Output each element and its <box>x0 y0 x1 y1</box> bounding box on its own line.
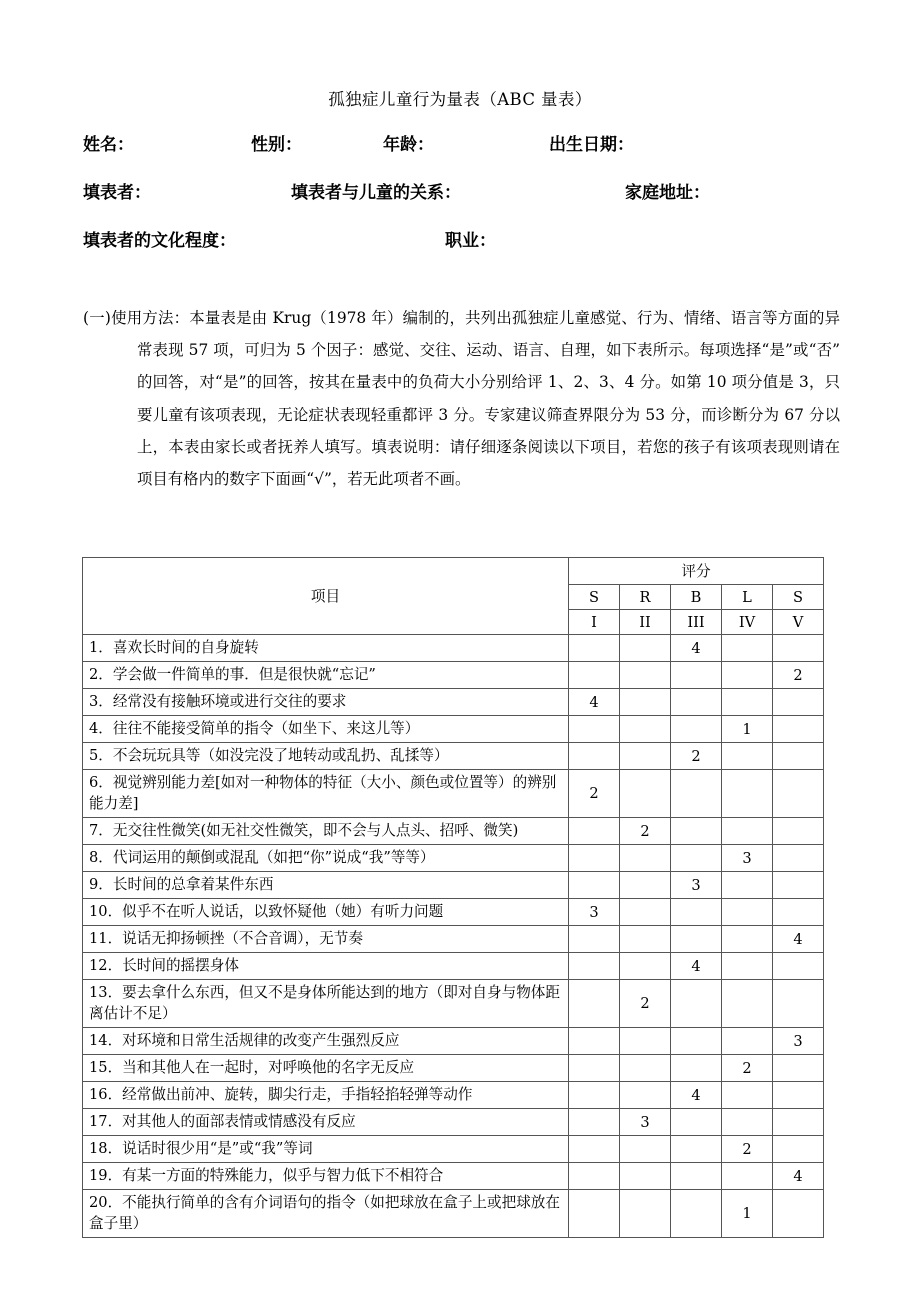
header-letter-b: B <box>671 585 722 610</box>
abc-scale-table <box>82 557 824 1238</box>
score-cell[interactable] <box>722 1163 773 1190</box>
field-label-respondent: 填表者： <box>83 183 151 203</box>
table-row <box>83 716 824 743</box>
score-cell[interactable] <box>773 899 824 926</box>
score-cell[interactable] <box>722 770 773 818</box>
item-text: 11．说话无抑扬顿挫（不合音调），无节奏 <box>83 926 569 953</box>
score-cell[interactable] <box>569 1190 620 1238</box>
table-row <box>83 1028 824 1055</box>
item-text: 20．不能执行简单的含有介词语句的指令（如把球放在盒子上或把球放在盒子里） <box>83 1190 569 1238</box>
header-score: 评分 <box>569 558 824 585</box>
score-cell[interactable] <box>569 743 620 770</box>
instructions-lead: (一)使用方法： <box>83 309 190 327</box>
score-cell[interactable]: 4 <box>671 635 722 662</box>
score-cell[interactable]: 1 <box>722 716 773 743</box>
score-cell[interactable] <box>620 635 671 662</box>
score-cell[interactable] <box>773 1136 824 1163</box>
header-row-1 <box>83 558 824 585</box>
score-cell[interactable]: 4 <box>569 689 620 716</box>
score-cell[interactable] <box>671 980 722 1028</box>
score-cell[interactable]: 2 <box>620 818 671 845</box>
table-row <box>83 926 824 953</box>
table-row <box>83 770 824 818</box>
item-text: 10．似乎不在听人说话，以致怀疑他（她）有听力问题 <box>83 899 569 926</box>
score-cell[interactable] <box>620 689 671 716</box>
table-row <box>83 1109 824 1136</box>
table-row <box>83 1136 824 1163</box>
field-label-education: 填表者的文化程度： <box>83 231 236 251</box>
score-cell[interactable] <box>620 1163 671 1190</box>
table-row <box>83 872 824 899</box>
item-text: 6．视觉辨别能力差[如对一种物体的特征（大小、颜色或位置等）的辨别能力差] <box>83 770 569 818</box>
score-cell[interactable]: 2 <box>569 770 620 818</box>
table-row <box>83 743 824 770</box>
score-cell[interactable] <box>773 689 824 716</box>
score-cell[interactable] <box>722 662 773 689</box>
score-cell[interactable] <box>569 635 620 662</box>
score-cell[interactable] <box>773 770 824 818</box>
score-cell[interactable] <box>671 1190 722 1238</box>
score-cell[interactable] <box>620 953 671 980</box>
score-cell[interactable] <box>569 1082 620 1109</box>
header-letter-s1: S <box>569 585 620 610</box>
score-cell[interactable] <box>722 743 773 770</box>
field-label-gender: 性别： <box>251 135 302 155</box>
score-cell[interactable] <box>671 1136 722 1163</box>
score-cell[interactable] <box>773 818 824 845</box>
score-cell[interactable] <box>620 770 671 818</box>
form-row-1 <box>83 130 843 178</box>
score-cell[interactable] <box>671 845 722 872</box>
table-row <box>83 845 824 872</box>
instructions-body <box>83 302 840 495</box>
score-cell[interactable] <box>569 926 620 953</box>
score-cell[interactable] <box>620 899 671 926</box>
score-cell[interactable] <box>620 926 671 953</box>
table-row <box>83 635 824 662</box>
score-cell[interactable] <box>569 872 620 899</box>
score-cell[interactable] <box>773 872 824 899</box>
score-cell[interactable]: 3 <box>620 1109 671 1136</box>
score-cell[interactable] <box>620 872 671 899</box>
score-cell[interactable] <box>773 743 824 770</box>
score-cell[interactable]: 3 <box>722 845 773 872</box>
item-text: 15．当和其他人在一起时，对呼唤他的名字无反应 <box>83 1055 569 1082</box>
score-cell[interactable]: 4 <box>671 953 722 980</box>
field-label-relationship: 填表者与儿童的关系： <box>291 183 461 203</box>
score-cell[interactable] <box>569 953 620 980</box>
score-cell[interactable] <box>569 716 620 743</box>
score-cell[interactable] <box>722 689 773 716</box>
table-row <box>83 953 824 980</box>
score-cell[interactable] <box>569 1109 620 1136</box>
score-cell[interactable] <box>620 743 671 770</box>
score-cell[interactable] <box>773 1190 824 1238</box>
score-cell[interactable] <box>722 872 773 899</box>
score-cell[interactable] <box>620 1136 671 1163</box>
table-row <box>83 899 824 926</box>
score-cell[interactable] <box>569 662 620 689</box>
header-item: 项目 <box>83 558 569 635</box>
header-roman-v: V <box>773 610 824 635</box>
score-cell[interactable] <box>722 635 773 662</box>
score-cell[interactable] <box>620 1055 671 1082</box>
field-label-age: 年龄： <box>383 135 434 155</box>
table-row <box>83 818 824 845</box>
score-cell[interactable] <box>569 1028 620 1055</box>
score-cell[interactable] <box>773 1055 824 1082</box>
header-letter-r: R <box>620 585 671 610</box>
score-cell[interactable] <box>671 1028 722 1055</box>
score-cell[interactable] <box>569 1136 620 1163</box>
table-head <box>83 558 824 635</box>
score-cell[interactable] <box>569 980 620 1028</box>
header-letter-l: L <box>722 585 773 610</box>
header-letter-s2: S <box>773 585 824 610</box>
header-roman-ii: II <box>620 610 671 635</box>
score-cell[interactable] <box>671 899 722 926</box>
item-text: 16．经常做出前冲、旋转，脚尖行走，手指轻掐轻弹等动作 <box>83 1082 569 1109</box>
score-cell[interactable] <box>722 1028 773 1055</box>
item-text: 8．代词运用的颠倒或混乱（如把“你”说成“我”等等） <box>83 845 569 872</box>
item-text: 1．喜欢长时间的自身旋转 <box>83 635 569 662</box>
score-cell[interactable] <box>722 953 773 980</box>
field-label-occupation: 职业： <box>445 231 496 251</box>
item-text: 19．有某一方面的特殊能力，似乎与智力低下不相符合 <box>83 1163 569 1190</box>
score-cell[interactable] <box>620 716 671 743</box>
item-text: 13．要去拿什么东西，但又不是身体所能达到的地方（即对自身与物体距离估计不足） <box>83 980 569 1028</box>
score-cell[interactable] <box>671 662 722 689</box>
score-cell[interactable] <box>569 818 620 845</box>
score-cell[interactable] <box>671 1055 722 1082</box>
score-cell[interactable]: 2 <box>722 1136 773 1163</box>
score-cell[interactable] <box>773 1082 824 1109</box>
score-cell[interactable]: 2 <box>671 743 722 770</box>
form-row-2 <box>83 178 843 226</box>
table-body <box>83 635 824 1238</box>
score-cell[interactable]: 3 <box>671 872 722 899</box>
item-text: 18．说话时很少用“是”或“我”等词 <box>83 1136 569 1163</box>
score-cell[interactable] <box>569 845 620 872</box>
score-cell[interactable] <box>671 689 722 716</box>
score-cell[interactable] <box>722 899 773 926</box>
score-cell[interactable]: 4 <box>773 1163 824 1190</box>
table-row <box>83 689 824 716</box>
item-text: 4．往往不能接受简单的指令（如坐下、来这儿等） <box>83 716 569 743</box>
score-cell[interactable] <box>773 953 824 980</box>
table-row <box>83 1082 824 1109</box>
score-cell[interactable] <box>722 926 773 953</box>
score-cell[interactable] <box>722 818 773 845</box>
score-cell[interactable] <box>620 845 671 872</box>
patient-info-form <box>83 130 843 274</box>
table-row <box>83 1055 824 1082</box>
instructions-text: 本量表是由 Krug（1978 年）编制的，共列出孤独症儿童感觉、行为、情绪、语言等方面的异常表现 57 项，可归为 5 个因子：感觉、交往、运动、语言、自理，如下表所示。每项选择“是”或“否”的回答，对“是”的回答，按其在量表中的负荷大小分别给评 1、2、3、4 分。如第 10 项分值是 3，只要儿童有该项表现，无论症状表现轻重都评 3 分。专家建议筛查界限分为 53 分，而诊断分为 67 分以上，本表由家长或者抚养人填写。填表说明：请仔细逐条阅读以下项目，若您的孩子有该项表现则请在项目有格内的数字下面画“√”，若无此项者不画。 <box>137 309 841 489</box>
field-label-birthdate: 出生日期： <box>549 135 634 155</box>
score-cell[interactable]: 2 <box>773 662 824 689</box>
score-cell[interactable] <box>671 818 722 845</box>
score-cell[interactable] <box>773 845 824 872</box>
item-text: 14．对环境和日常生活规律的改变产生强烈反应 <box>83 1028 569 1055</box>
score-cell[interactable]: 4 <box>671 1082 722 1109</box>
item-text: 7．无交往性微笑(如无社交性微笑，即不会与人点头、招呼、微笑) <box>83 818 569 845</box>
score-cell[interactable] <box>671 1163 722 1190</box>
score-cell[interactable] <box>620 1028 671 1055</box>
score-cell[interactable] <box>671 770 722 818</box>
score-cell[interactable]: 1 <box>722 1190 773 1238</box>
item-text: 5．不会玩玩具等（如没完没了地转动或乱扔、乱揉等） <box>83 743 569 770</box>
item-text: 2．学会做一件简单的事．但是很快就“忘记” <box>83 662 569 689</box>
field-label-address: 家庭地址： <box>625 183 710 203</box>
score-cell[interactable] <box>620 662 671 689</box>
instructions-paragraph <box>83 302 840 495</box>
score-cell[interactable]: 2 <box>620 980 671 1028</box>
score-cell[interactable] <box>722 1082 773 1109</box>
score-cell[interactable] <box>620 1190 671 1238</box>
form-row-3 <box>83 226 843 274</box>
score-cell[interactable] <box>671 1109 722 1136</box>
score-cell[interactable] <box>671 716 722 743</box>
score-cell[interactable] <box>773 1109 824 1136</box>
score-cell[interactable] <box>569 1163 620 1190</box>
score-cell[interactable] <box>620 1082 671 1109</box>
score-cell[interactable]: 3 <box>569 899 620 926</box>
score-cell[interactable] <box>773 635 824 662</box>
header-roman-iv: IV <box>722 610 773 635</box>
field-label-name: 姓名： <box>83 135 134 155</box>
header-roman-i: I <box>569 610 620 635</box>
score-cell[interactable] <box>569 1055 620 1082</box>
score-cell[interactable]: 3 <box>773 1028 824 1055</box>
table-row <box>83 1190 824 1238</box>
item-text: 17．对其他人的面部表情或情感没有反应 <box>83 1109 569 1136</box>
item-text: 12．长时间的摇摆身体 <box>83 953 569 980</box>
item-text: 9．长时间的总拿着某件东西 <box>83 872 569 899</box>
score-cell[interactable] <box>773 980 824 1028</box>
header-roman-iii: III <box>671 610 722 635</box>
score-cell[interactable] <box>722 1109 773 1136</box>
score-cell[interactable] <box>773 716 824 743</box>
score-cell[interactable] <box>671 926 722 953</box>
score-cell[interactable]: 2 <box>722 1055 773 1082</box>
table-row <box>83 662 824 689</box>
table-row <box>83 980 824 1028</box>
score-cell[interactable] <box>722 980 773 1028</box>
score-cell[interactable]: 4 <box>773 926 824 953</box>
table-row <box>83 1163 824 1190</box>
page-title: 孤独症儿童行为量表（ABC 量表） <box>328 90 592 109</box>
item-text: 3．经常没有接触环境或进行交往的要求 <box>83 689 569 716</box>
